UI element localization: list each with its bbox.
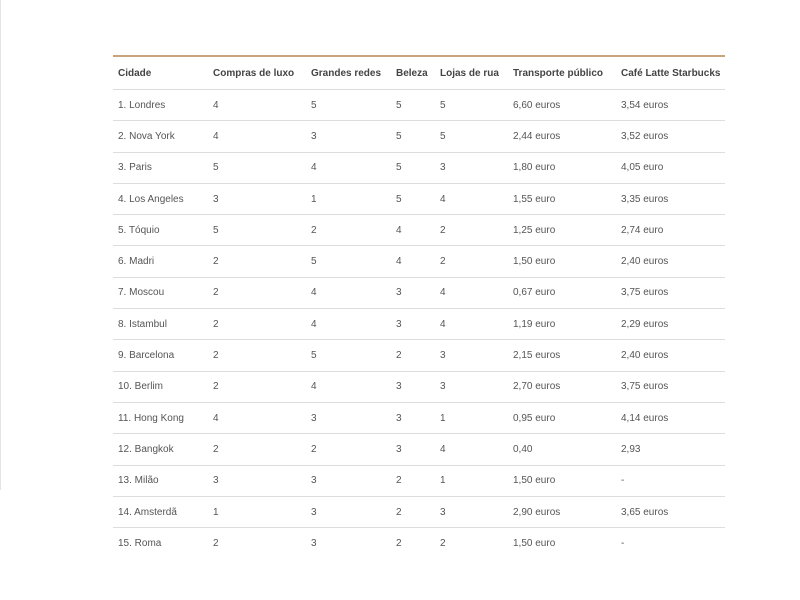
cell-big-chains: 3 [306,402,391,433]
cell-public-transport: 2,90 euros [508,496,616,527]
cell-public-transport: 1,55 euro [508,183,616,214]
cell-beauty: 3 [391,309,435,340]
cell-city: 3. Paris [113,152,208,183]
cell-starbucks-latte: 2,40 euros [616,246,725,277]
cell-big-chains: 3 [306,121,391,152]
cell-big-chains: 5 [306,90,391,121]
cell-starbucks-latte: - [616,465,725,496]
cell-luxury-shopping: 4 [208,121,306,152]
cell-starbucks-latte: 2,93 [616,434,725,465]
cell-city: 9. Barcelona [113,340,208,371]
cell-luxury-shopping: 3 [208,465,306,496]
cell-big-chains: 3 [306,496,391,527]
table-row [113,152,725,183]
cell-luxury-shopping: 1 [208,496,306,527]
cell-beauty: 3 [391,402,435,433]
table-row [113,215,725,246]
cell-public-transport: 1,50 euro [508,246,616,277]
cell-big-chains: 1 [306,183,391,214]
cell-starbucks-latte: 3,75 euros [616,277,725,308]
cell-public-transport: 2,70 euros [508,371,616,402]
cell-public-transport: 2,15 euros [508,340,616,371]
cell-starbucks-latte: 3,65 euros [616,496,725,527]
cell-big-chains: 5 [306,340,391,371]
table-row [113,309,725,340]
city-shopping-table [113,55,725,558]
cell-luxury-shopping: 5 [208,215,306,246]
cell-street-shops: 3 [435,496,508,527]
table-row [113,434,725,465]
cell-city: 2. Nova York [113,121,208,152]
cell-starbucks-latte: 3,35 euros [616,183,725,214]
cell-street-shops: 4 [435,309,508,340]
cell-public-transport: 0,40 [508,434,616,465]
header-city: Cidade [113,57,208,90]
cell-starbucks-latte: 2,29 euros [616,309,725,340]
cell-luxury-shopping: 2 [213,537,219,549]
cell-street-shops: 5 [435,90,508,121]
cell-city: 6. Madri [113,246,208,277]
cell-beauty: 2 [391,465,435,496]
cell-public-transport: 0,67 euro [508,277,616,308]
table-header-row [113,57,725,90]
cell-big-chains: 4 [306,277,391,308]
cell-beauty: 4 [391,215,435,246]
cell-street-shops: 5 [435,121,508,152]
cell-beauty: 2 [396,537,402,549]
cell-street-shops: 1 [435,402,508,433]
table-row [113,402,725,433]
cell-beauty: 5 [391,90,435,121]
cell-big-chains: 2 [306,434,391,465]
table-row [113,121,725,152]
cell-public-transport: 1,25 euro [508,215,616,246]
ranking-table [113,57,725,558]
cell-city: 7. Moscou [113,277,208,308]
table-row [113,246,725,277]
cell-luxury-shopping: 2 [208,277,306,308]
cell-big-chains: 3 [306,465,391,496]
header-beauty: Beleza [391,57,435,90]
header-starbucks-latte: Café Latte Starbucks [616,57,725,90]
table-row [113,496,725,527]
cell-beauty: 5 [391,183,435,214]
cell-city: 13. Milão [113,465,208,496]
cell-city: 4. Los Angeles [113,183,208,214]
cell-luxury-shopping: 2 [208,340,306,371]
cell-luxury-shopping: 5 [208,152,306,183]
cell-street-shops: 4 [435,183,508,214]
cell-big-chains: 2 [306,215,391,246]
cell-beauty: 3 [391,277,435,308]
header-luxury-shopping: Compras de luxo [208,57,306,90]
cell-beauty: 2 [391,340,435,371]
cell-luxury-shopping: 4 [208,90,306,121]
cell-city: 10. Berlim [113,371,208,402]
cell-luxury-shopping: 4 [208,402,306,433]
cell-beauty: 4 [391,246,435,277]
cell-big-chains: 4 [306,371,391,402]
cell-public-transport: 0,95 euro [508,402,616,433]
table-row [113,340,725,371]
table-body [113,90,725,559]
cell-street-shops: 1 [435,465,508,496]
cell-starbucks-latte: 2,40 euros [616,340,725,371]
cell-starbucks-latte: 3,52 euros [616,121,725,152]
header-public-transport: Transporte público [508,57,616,90]
cell-city: 11. Hong Kong [113,402,208,433]
cell-street-shops: 3 [435,152,508,183]
table-row [113,465,725,496]
table-row [113,183,725,214]
table-row [113,371,725,402]
cell-beauty: 5 [391,152,435,183]
page-left-border [0,0,1,490]
cell-starbucks-latte: 4,14 euros [616,402,725,433]
cell-public-transport: 1,50 euro [513,537,556,549]
table-row [113,90,725,121]
cell-city: 12. Bangkok [113,434,208,465]
header-big-chains: Grandes redes [306,57,391,90]
cell-luxury-shopping: 3 [208,183,306,214]
cell-street-shops: 4 [435,277,508,308]
cell-luxury-shopping: 2 [208,309,306,340]
cell-beauty: 3 [391,434,435,465]
cell-starbucks-latte: 3,75 euros [616,371,725,402]
cell-starbucks-latte: 3,54 euros [616,90,725,121]
cell-street-shops: 2 [435,215,508,246]
cell-street-shops: 3 [435,371,508,402]
cell-city: 14. Amsterdã [113,496,208,527]
table-row [113,277,725,308]
cell-big-chains: 3 [311,537,317,549]
cell-beauty: 5 [391,121,435,152]
cell-big-chains: 4 [306,152,391,183]
cell-beauty: 3 [391,371,435,402]
cell-big-chains: 5 [306,246,391,277]
cell-city: 1. Londres [113,90,208,121]
cell-public-transport: 2,44 euros [508,121,616,152]
cell-street-shops: 2 [435,246,508,277]
cell-luxury-shopping: 2 [208,434,306,465]
cell-starbucks-latte: 2,74 euro [616,215,725,246]
cell-public-transport: 1,80 euro [508,152,616,183]
cell-starbucks-latte: 4,05 euro [616,152,725,183]
cell-city: 8. Istambul [113,309,208,340]
cell-starbucks-latte: - [621,537,625,549]
cell-city: 5. Tóquio [113,215,208,246]
cell-public-transport: 1,19 euro [508,309,616,340]
cell-beauty: 2 [391,496,435,527]
cell-street-shops: 4 [435,434,508,465]
cell-public-transport: 6,60 euros [508,90,616,121]
cell-luxury-shopping: 2 [208,246,306,277]
cell-big-chains: 4 [306,309,391,340]
table-row [113,528,725,559]
cell-street-shops: 3 [435,340,508,371]
cell-public-transport: 1,50 euro [508,465,616,496]
cell-luxury-shopping: 2 [208,371,306,402]
header-street-shops: Lojas de rua [435,57,508,90]
cell-city: 15. Roma [118,537,162,549]
cell-street-shops: 2 [440,537,446,549]
